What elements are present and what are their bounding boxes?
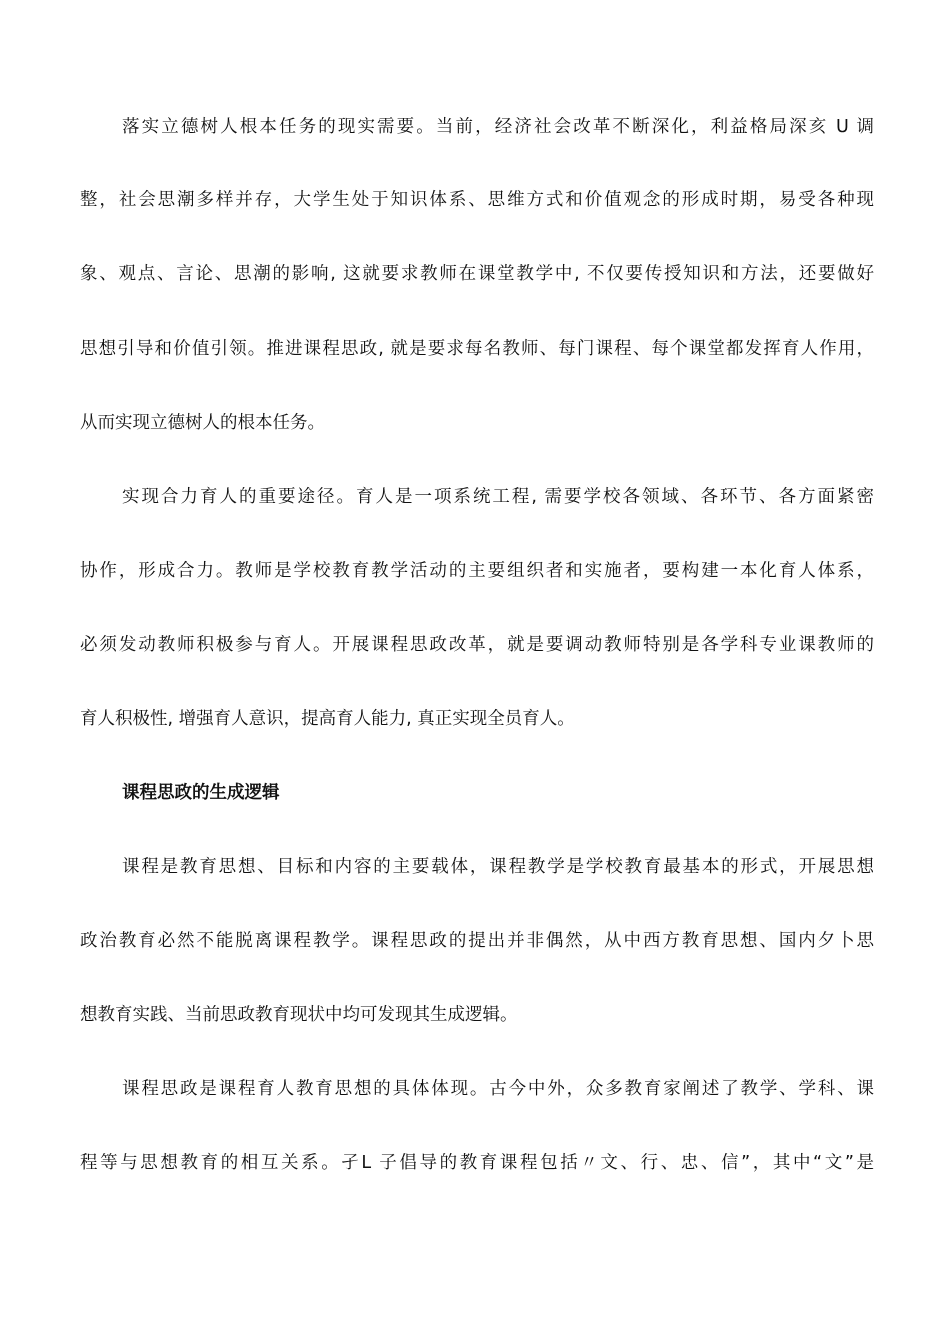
paragraph-2-line-4: 育人积极性, 增强育人意识，提高育人能力, 真正实现全员育人。 bbox=[80, 709, 575, 729]
paragraph-3-line-2: 政治教育必然不能脱离课程教学。课程思政的提出并非偶然，从中西方教育思想、国内夕卜思 bbox=[80, 931, 874, 951]
paragraph-3-line-1: 课程是教育思想、目标和内容的主要载体，课程教学是学校教育最基本的形式，开展思想 bbox=[122, 857, 874, 877]
paragraph-1-line-3: 象、观点、言论、思潮的影响, 这就要求教师在课堂教学中, 不仅要传授知识和方法，还要做好 bbox=[80, 264, 874, 284]
paragraph-1-line-1: 落实立德树人根本任务的现实需要。当前，经济社会改革不断深化，利益格局深亥 U 调 bbox=[122, 117, 874, 137]
paragraph-2-line-3: 必须发动教师积极参与育人。开展课程思政改革，就是要调动教师特别是各学科专业课教师的 bbox=[80, 635, 874, 655]
section-heading: 课程思政的生成逻辑 bbox=[122, 783, 280, 803]
paragraph-2-line-1: 实现合力育人的重要途径。育人是一项系统工程, 需要学校各领域、各环节、各方面紧密 bbox=[122, 487, 874, 507]
paragraph-1-line-2: 整，社会思潮多样并存，大学生处于知识体系、思维方式和价值观念的形成时期，易受各种现 bbox=[80, 190, 874, 210]
paragraph-1-line-5: 从而实现立德树人的根本任务。 bbox=[80, 413, 325, 433]
paragraph-3-line-3: 想教育实践、当前思政教育现状中均可发现其生成逻辑。 bbox=[80, 1005, 518, 1025]
paragraph-4-line-1: 课程思政是课程育人教育思想的具体体现。古今中外，众多教育家阐述了教学、学科、课 bbox=[122, 1079, 874, 1099]
paragraph-2-line-2: 协作，形成合力。教师是学校教育教学活动的主要组织者和实施者，要构建一本化育人体系， bbox=[80, 561, 874, 581]
paragraph-1-line-4: 思想引导和价值引领。推进课程思政, 就是要求每名教师、每门课程、每个课堂都发挥育人作用， bbox=[80, 339, 874, 359]
paragraph-4-line-2: 程等与思想教育的相互关系。孑L 子倡导的教育课程包括〃文、行、忠、信”，其中“文”是 bbox=[80, 1153, 874, 1173]
